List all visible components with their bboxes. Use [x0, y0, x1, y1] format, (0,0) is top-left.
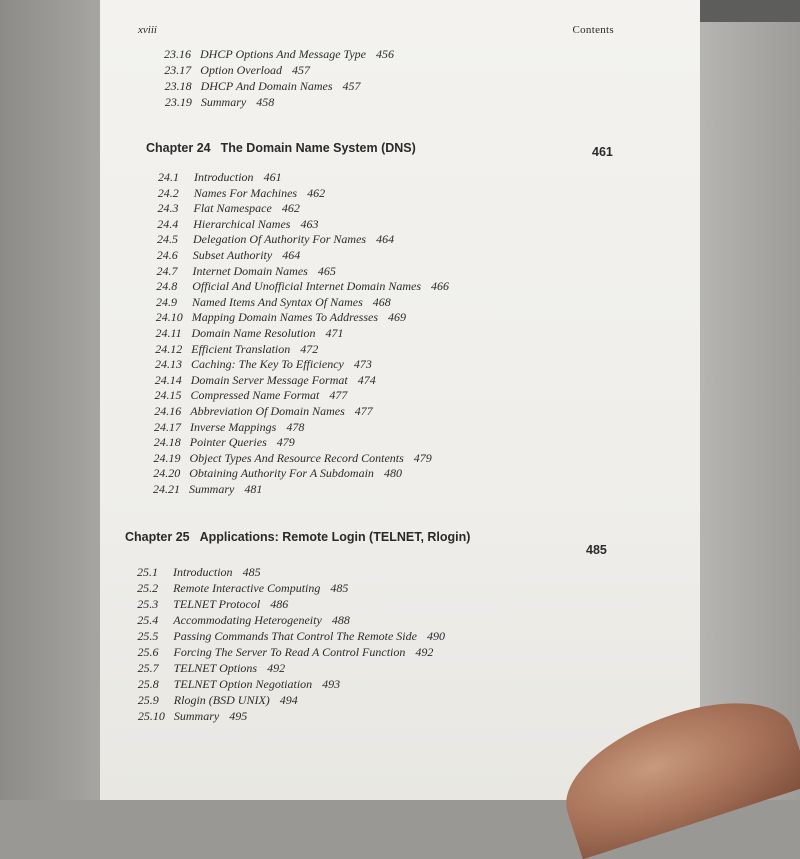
toc-entry — [155, 342, 318, 357]
section-page: 478 — [286, 419, 305, 434]
section-title: Caching: The Key To Efficiency — [191, 357, 344, 372]
section-title: Summary — [200, 95, 247, 109]
section-number: 24.5 — [157, 232, 178, 247]
section-page: 480 — [383, 466, 402, 481]
section-page: 464 — [282, 248, 301, 262]
section-number: 24.15 — [154, 388, 182, 403]
section-number: 25.9 — [137, 693, 159, 707]
section-page: 495 — [229, 709, 248, 723]
section-page: 492 — [415, 645, 434, 659]
toc-entry — [156, 295, 391, 310]
section-page: 474 — [357, 372, 376, 387]
toc-entry — [164, 47, 394, 62]
section-title: Summary — [173, 709, 220, 723]
book-page — [100, 0, 700, 800]
left-background — [0, 0, 100, 800]
toc-entry — [155, 373, 376, 388]
chapter-label: Chapter 24 — [146, 141, 211, 155]
section-number: 24.7 — [156, 263, 178, 278]
section-page: 479 — [276, 435, 295, 450]
section-page: 457 — [342, 79, 361, 93]
section-number: 24.14 — [154, 372, 182, 387]
toc-entry — [155, 388, 348, 403]
section-title: Introduction — [194, 170, 254, 184]
toc-entry — [154, 435, 295, 450]
section-title: Official And Unofficial Internet Domain Names — [192, 279, 422, 294]
toc-entry — [138, 677, 340, 692]
toc-entry — [154, 451, 432, 466]
toc-entry — [138, 693, 298, 708]
chapter-25-page: 485 — [586, 543, 607, 557]
chapter-title: The Domain Name System (DNS) — [220, 141, 416, 155]
section-number: 25.5 — [137, 629, 159, 643]
section-title: TELNET Protocol — [173, 597, 261, 611]
section-page: 494 — [279, 693, 298, 707]
toc-entry — [165, 95, 274, 110]
section-title: Summary — [189, 482, 235, 496]
section-title: Delegation Of Authority For Names — [193, 232, 367, 247]
section-number: 25.8 — [137, 677, 159, 691]
section-number: 24.19 — [153, 450, 181, 465]
toc-entry — [137, 565, 261, 580]
section-title: Introduction — [173, 565, 233, 579]
toc-entry — [156, 326, 344, 341]
section-number: 23.17 — [164, 63, 192, 77]
toc-entry — [157, 232, 394, 247]
chapter-24-heading — [146, 141, 416, 155]
section-title: Object Types And Resource Record Contents — [189, 450, 404, 465]
section-page: 479 — [413, 450, 432, 465]
section-number: 24.16 — [154, 404, 182, 418]
section-page: 461 — [263, 170, 282, 184]
section-title: Named Items And Syntax Of Names — [192, 294, 363, 309]
section-number: 24.3 — [157, 201, 179, 216]
section-page: 466 — [431, 279, 450, 294]
toc-entry — [164, 63, 310, 78]
section-number: 24.17 — [154, 419, 181, 434]
toc-entry — [155, 357, 372, 372]
section-title: Domain Name Resolution — [191, 326, 316, 340]
toc-entry — [137, 613, 350, 628]
section-page: 485 — [330, 581, 349, 595]
section-number: 23.16 — [164, 47, 191, 61]
section-number: 25.3 — [137, 597, 159, 611]
toc-entry — [154, 420, 304, 435]
section-number: 25.1 — [137, 565, 158, 579]
toc-entry — [165, 79, 361, 94]
section-title: Inverse Mappings — [190, 419, 277, 434]
section-page: 473 — [353, 357, 372, 372]
toc-entry — [138, 709, 247, 724]
section-page: 463 — [300, 216, 319, 231]
toc-entry — [137, 629, 445, 644]
section-number: 25.4 — [137, 613, 159, 627]
section-number: 25.10 — [137, 709, 165, 723]
section-page: 477 — [354, 404, 373, 418]
section-number: 24.11 — [155, 326, 182, 340]
section-number: 24.9 — [156, 294, 177, 309]
running-head: Contents — [572, 24, 614, 36]
section-number: 24.12 — [155, 341, 183, 356]
section-number: 24.18 — [153, 435, 181, 450]
toc-entry — [158, 170, 282, 185]
right-background — [690, 0, 800, 800]
chapter-25-heading — [125, 530, 470, 544]
section-page: 468 — [372, 294, 391, 309]
toc-entry — [157, 264, 336, 279]
section-title: TELNET Options — [173, 661, 258, 675]
section-number: 25.2 — [137, 581, 159, 595]
section-number: 24.21 — [153, 482, 180, 496]
toc-entry — [137, 581, 348, 596]
section-title: Internet Domain Names — [192, 263, 308, 278]
toc-entry — [156, 310, 406, 325]
show-through-text — [570, 48, 700, 192]
toc-entry — [137, 597, 288, 612]
toc-entry — [157, 217, 318, 232]
section-page: 462 — [281, 201, 300, 216]
section-title: Hierarchical Names — [193, 216, 291, 231]
section-title: Subset Authority — [192, 248, 273, 262]
toc-entry — [158, 186, 325, 201]
toc-entry — [158, 201, 300, 216]
section-title: DHCP And Domain Names — [200, 79, 333, 93]
section-number: 24.13 — [155, 357, 182, 372]
section-title: Compressed Name Format — [190, 388, 320, 403]
toc-entry — [153, 466, 402, 481]
section-number: 24.8 — [156, 279, 178, 294]
section-number: 25.6 — [137, 645, 159, 659]
toc-entry — [153, 482, 262, 497]
section-title: Domain Server Message Format — [190, 372, 348, 387]
section-page: 456 — [376, 47, 394, 61]
section-number: 24.4 — [157, 216, 179, 231]
section-title: Names For Machines — [193, 185, 298, 200]
page-number: xviii — [138, 24, 157, 36]
section-title: Abbreviation Of Domain Names — [190, 404, 345, 418]
toc-entry — [156, 279, 449, 294]
section-number: 24.6 — [156, 248, 178, 262]
section-page: 490 — [426, 629, 445, 643]
toc-entry — [138, 661, 285, 676]
chapter-label: Chapter 25 — [125, 530, 190, 544]
chapter-title: Applications: Remote Login (TELNET, Rlogin) — [199, 530, 471, 544]
section-number: 24.20 — [153, 466, 181, 481]
section-number: 24.1 — [158, 170, 179, 184]
section-page: 485 — [242, 565, 261, 579]
section-title: TELNET Option Negotiation — [173, 677, 313, 691]
section-title: Forcing The Server To Read A Control Function — [173, 645, 406, 659]
section-title: Accommodating Heterogeneity — [173, 613, 322, 627]
section-number: 23.19 — [164, 95, 192, 109]
section-title: Mapping Domain Names To Addresses — [191, 310, 378, 325]
section-page: 464 — [376, 232, 395, 247]
section-page: 493 — [322, 677, 341, 691]
section-page: 471 — [325, 326, 344, 340]
section-title: Rlogin (BSD UNIX) — [173, 693, 270, 707]
section-page: 469 — [387, 310, 406, 325]
section-title: Option Overload — [200, 63, 282, 77]
section-page: 465 — [317, 263, 336, 278]
section-page: 477 — [329, 388, 348, 403]
section-number: 24.2 — [157, 185, 179, 200]
section-title: Remote Interactive Computing — [173, 581, 321, 595]
section-title: Efficient Translation — [191, 341, 291, 356]
section-number: 24.10 — [155, 310, 183, 325]
section-page: 472 — [300, 341, 319, 356]
section-number: 25.7 — [137, 661, 159, 675]
section-page: 488 — [331, 613, 350, 627]
section-title: DHCP Options And Message Type — [200, 47, 366, 61]
section-page: 462 — [307, 185, 326, 200]
section-title: Flat Namespace — [193, 201, 272, 216]
section-number: 23.18 — [164, 79, 192, 93]
section-page: 458 — [256, 95, 275, 109]
section-title: Pointer Queries — [189, 435, 267, 450]
toc-entry — [154, 404, 373, 419]
section-page: 457 — [291, 63, 310, 77]
chapter-24-page: 461 — [592, 145, 613, 159]
section-page: 481 — [244, 482, 263, 496]
section-title: Passing Commands That Control The Remote Side — [173, 629, 417, 643]
section-page: 492 — [267, 661, 286, 675]
toc-entry — [138, 645, 434, 660]
section-title: Obtaining Authority For A Subdomain — [189, 466, 374, 481]
section-page: 486 — [270, 597, 289, 611]
toc-entry — [157, 248, 300, 263]
